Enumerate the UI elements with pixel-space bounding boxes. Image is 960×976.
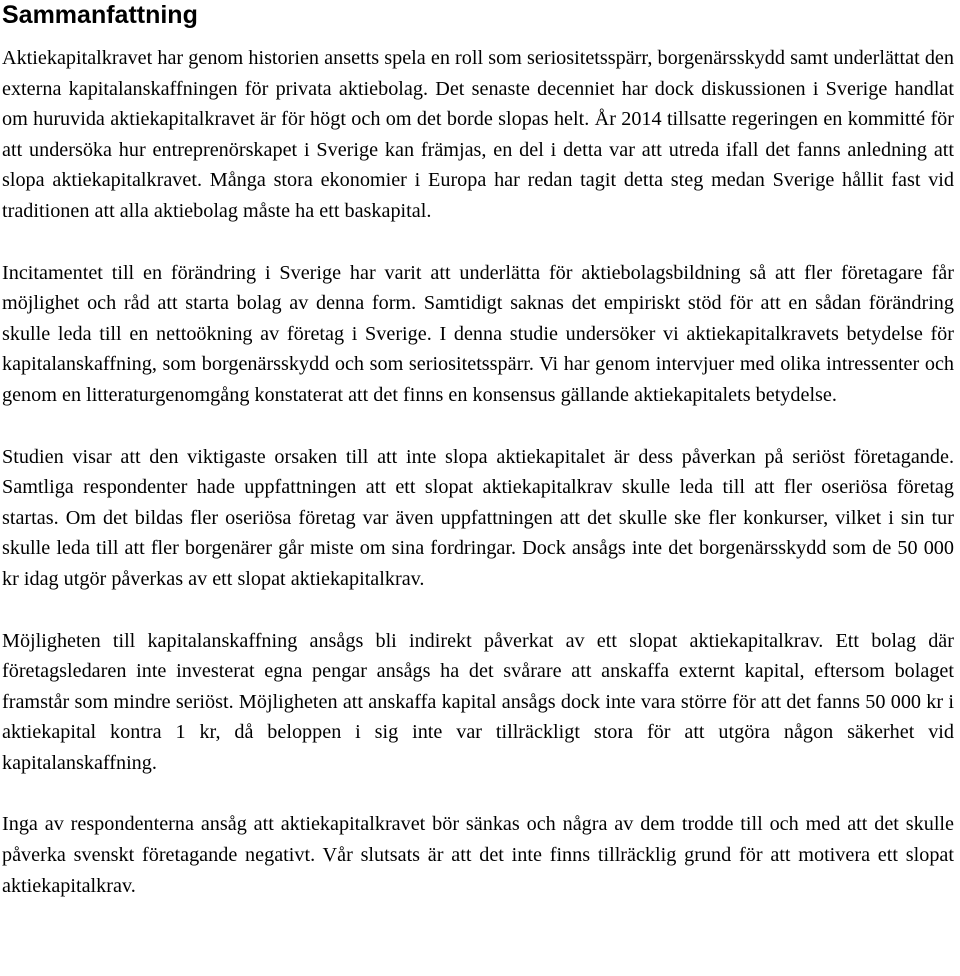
paragraph-2: Incitamentet till en förändring i Sverige har varit att underlätta för aktiebolagsbildning så att fler företagare får möjlighet och råd att starta bolag av denna form. Samtidigt saknas det empiriskt stöd för att en sådan förändring skulle leda till en nettoökning av företag i Sverige. I denna studie undersöker vi aktiekapitalkravets betydelse för kapitalanskaffning, som borgenärsskydd och som seriositetsspärr. Vi har genom intervjuer med olika intressenter och genom en litteraturgenomgång konstaterat att det finns en konsensus gällande aktiekapitalets betydelse. — [2, 261, 954, 406]
paragraph-5: Inga av respondenterna ansåg att aktiekapitalkravet bör sänkas och några av dem trodde till och med att det skulle påverka svenskt företagande negativt. Vår slutsats är att det inte finns tillräcklig grund för att motivera ett slopat aktiekapitalkrav. — [2, 813, 954, 897]
paragraph-3: Studien visar att den viktigaste orsaken till att inte slopa aktiekapitalet är dess påverkan på seriöst företagande. Samtliga respondenter hade uppfattningen att ett slopat aktiekapitalkrav skulle leda till att fler oseriösa företag startas. Om det bildas fler oseriösa företag var även uppfattningen att det skulle ske fler konkurser, vilket i sin tur skulle leda till att fler borgenärer går miste om sina fordringar. Dock ansågs inte det borgenärsskydd som de 50 000 kr idag utgör påverkas av ett slopat aktiekapitalkrav. — [2, 445, 954, 590]
paragraph-1: Aktiekapitalkravet har genom historien ansetts spela en roll som seriositetsspärr, borgenärsskydd samt underlättat den externa kapitalanskaffningen för privata aktiebolag. Det senaste decenniet har dock diskussionen i Sverige handlat om huruvida aktiekapitalkravet är för högt och om det borde slopas helt. År 2014 tillsatte regeringen en kommitté för att undersöka hur entreprenörskapet i Sverige kan främjas, en del i detta var att utreda ifall det fanns anledning att slopa aktiekapitalkravet. Många stora ekonomier i Europa har redan tagit detta steg medan Sverige hållit fast vid traditionen att alla aktiebolag måste ha ett baskapital. — [2, 47, 954, 222]
paragraph-4: Möjligheten till kapitalanskaffning ansågs bli indirekt påverkat av ett slopat aktiekapitalkrav. Ett bolag där företagsledaren inte investerat egna pengar ansågs ha det svårare att anskaffa externt kapital, eftersom bolaget framstår som mindre seriöst. Möjligheten att anskaffa kapital ansågs dock inte vara större för att det fanns 50 000 kr i aktiekapital kontra 1 kr, då beloppen i sig inte var tillräckligt stora för att utgöra någon säkerhet vid kapitalanskaffning. — [2, 629, 954, 774]
page-title: Sammanfattning — [2, 1, 198, 29]
